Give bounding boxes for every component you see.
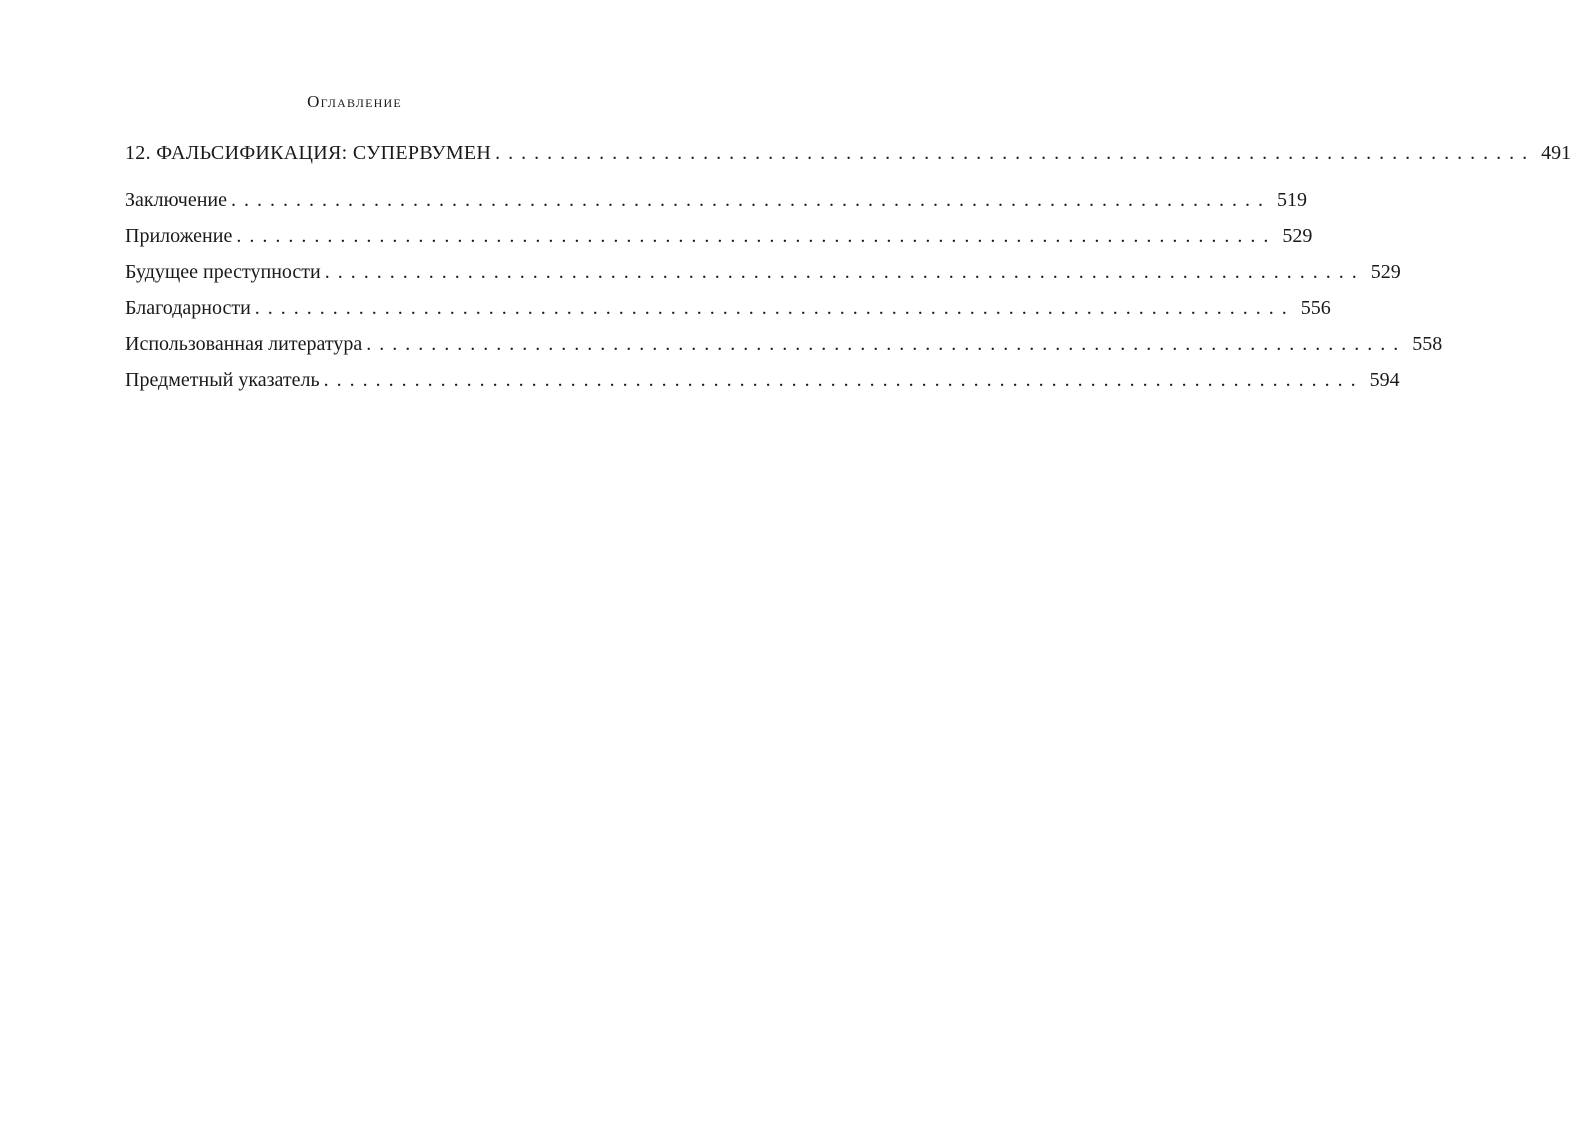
toc-entry-page: 529 xyxy=(1282,225,1313,247)
toc-entry-page: 529 xyxy=(1370,261,1401,283)
toc-entry xyxy=(125,187,1307,213)
toc-chapter-page: 491 xyxy=(1541,142,1571,164)
toc-entry xyxy=(125,223,1313,249)
toc-entry xyxy=(125,367,1400,393)
dot-leader: ................................................................................ xyxy=(323,369,1364,391)
dot-leader: ................................................................................ xyxy=(495,142,1536,164)
toc-entry-page: 519 xyxy=(1277,189,1307,211)
running-head: Оглавление xyxy=(307,92,402,111)
toc-entry xyxy=(125,331,1443,357)
dot-leader: ................................................................................ xyxy=(236,225,1277,247)
toc-entry-page: 558 xyxy=(1412,333,1443,355)
dot-leader: ................................................................................ xyxy=(231,189,1271,211)
dot-leader: ................................................................................ xyxy=(324,261,1365,283)
toc-entry-title: Благодарности xyxy=(125,297,251,319)
toc-entry-title: Использованная литература xyxy=(125,333,363,355)
toc-entry-title: Приложение xyxy=(125,225,233,247)
toc-entry-title: Заключение xyxy=(125,189,227,211)
toc-entry-title: Предметный указатель xyxy=(125,369,320,391)
toc-entry-page: 556 xyxy=(1300,297,1331,319)
dot-leader: ................................................................................ xyxy=(254,297,1295,319)
toc-entry-page: 594 xyxy=(1369,369,1400,391)
toc-entry xyxy=(125,259,1401,285)
toc-chapter-row xyxy=(125,140,1571,166)
toc-entry xyxy=(125,295,1331,321)
toc-entry-title: Будущее преступности xyxy=(125,261,321,283)
dot-leader: ................................................................................ xyxy=(366,333,1407,355)
toc-chapter-title: 12. ФАЛЬСИФИКАЦИЯ: СУПЕРВУМЕН xyxy=(125,142,492,164)
table-of-contents xyxy=(125,140,1571,403)
